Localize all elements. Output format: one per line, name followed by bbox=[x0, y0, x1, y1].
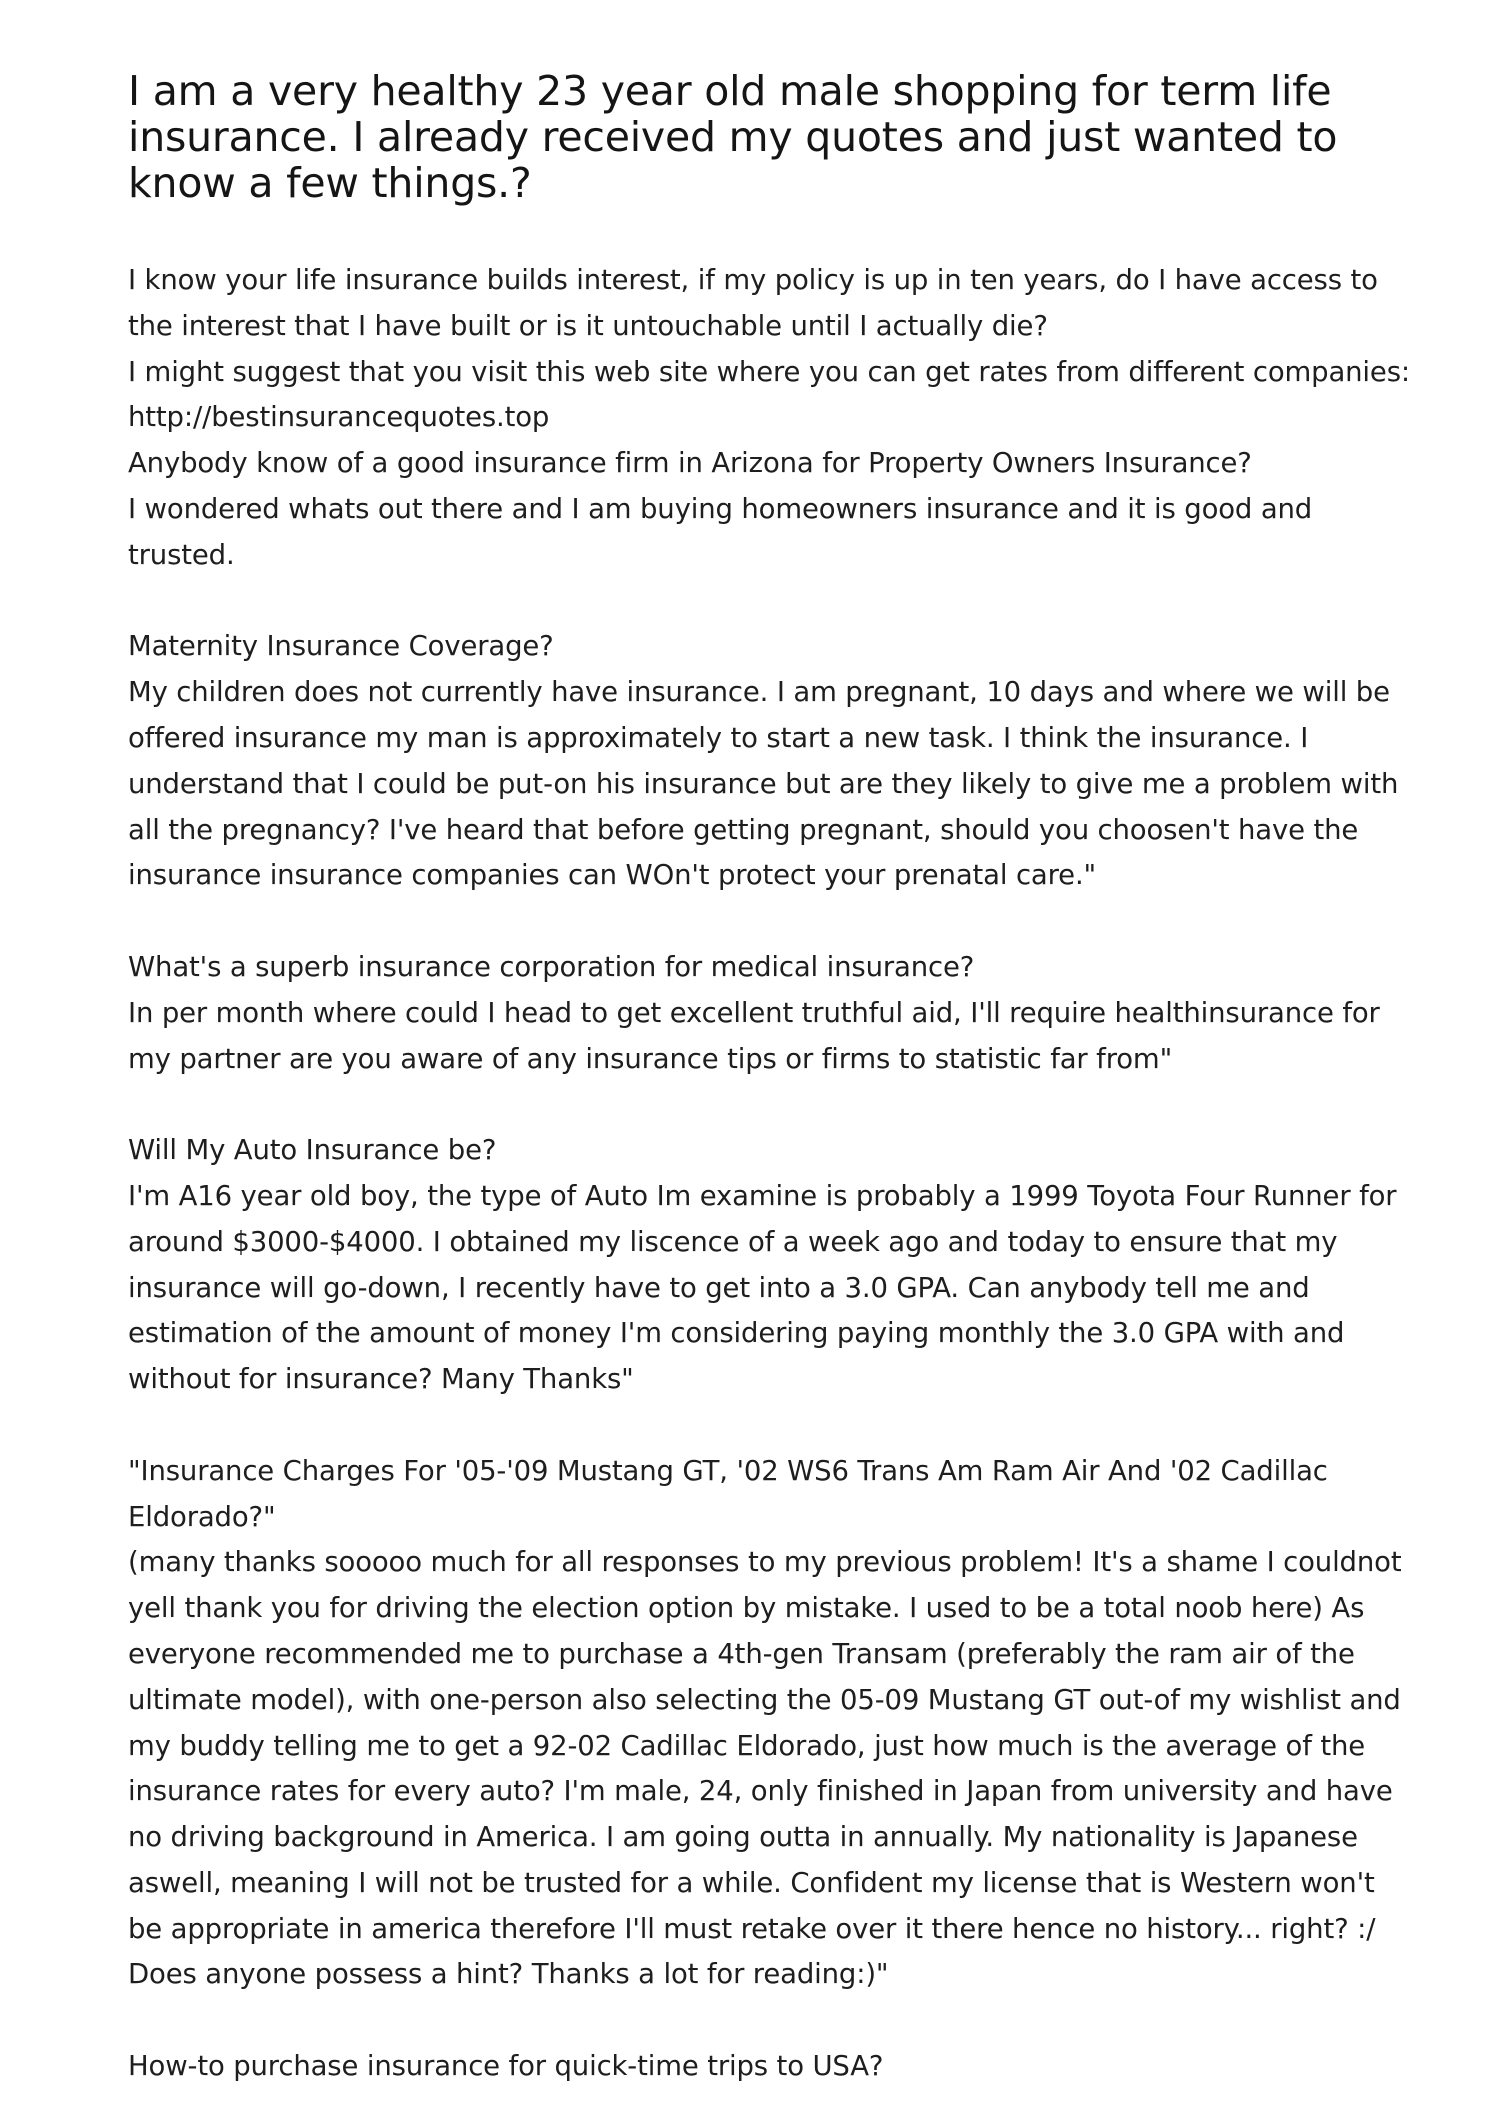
text-line: Does anyone possess a hint? Thanks a lot for reading:)" bbox=[128, 1958, 889, 1991]
title-line: know a few things.? bbox=[128, 159, 532, 207]
text-line: no driving background in America. I am going outta in annually. My nationality is Japanese bbox=[128, 1821, 1358, 1854]
paragraph-life-insurance-interest bbox=[128, 258, 1410, 579]
text-line: insurance rates for every auto? I'm male, 24, only finished in Japan from university and have bbox=[128, 1775, 1393, 1808]
text-line: offered insurance my man is approximately to start a new task. I think the insurance. I bbox=[128, 721, 1309, 754]
text-line: I wondered whats out there and I am buying homeowners insurance and it is good and bbox=[128, 492, 1313, 525]
article-body bbox=[128, 258, 1410, 2090]
text-line: estimation of the amount of money I'm considering paying monthly the 3.0 GPA with and bbox=[128, 1317, 1345, 1350]
text-line: How-to purchase insurance for quick-time trips to USA? bbox=[128, 2050, 884, 2083]
text-line: What's a superb insurance corporation for medical insurance? bbox=[128, 950, 975, 983]
text-line: insurance will go-down, I recently have to get into a 3.0 GPA. Can anybody tell me and bbox=[128, 1271, 1310, 1304]
text-line: My children does not currently have insurance. I am pregnant, 10 days and where we will be bbox=[128, 676, 1390, 709]
text-line: I'm A16 year old boy, the type of Auto Im examine is probably a 1999 Toyota Four Runner for bbox=[128, 1179, 1397, 1212]
text-line: I might suggest that you visit this web site where you can get rates from different companies: bbox=[128, 355, 1410, 388]
paragraph-gap bbox=[128, 579, 1398, 625]
text-line: my partner are you aware of any insurance tips or firms to statistic far from" bbox=[128, 1042, 1173, 1075]
paragraph-mustang-transam bbox=[128, 1449, 1402, 1999]
title-line: I am a very healthy 23 year old male shopping for term life bbox=[128, 67, 1332, 115]
paragraph-gap bbox=[128, 1403, 1398, 1449]
text-line: without for insurance? Many Thanks" bbox=[128, 1363, 634, 1396]
paragraph-gap bbox=[128, 1998, 1398, 2044]
text-line: I know your life insurance builds interest, if my policy is up in ten years, do I have access to bbox=[128, 264, 1378, 296]
text-line: insurance insurance companies can WOn't protect your prenatal care." bbox=[128, 859, 1097, 892]
text-line: ultimate model), with one-person also selecting the 05-09 Mustang GT out-of my wishlist and bbox=[128, 1683, 1401, 1716]
text-line: understand that I could be put-on his insurance but are they likely to give me a problem with bbox=[128, 767, 1399, 800]
text-line: aswell, meaning I will not be trusted for a while. Confident my license that is Western won't bbox=[128, 1866, 1375, 1899]
paragraph-medical-insurance bbox=[128, 945, 1398, 1082]
title-line: insurance. I already received my quotes and just wanted to bbox=[128, 113, 1338, 161]
text-line: http://bestinsurancequotes.top bbox=[128, 401, 550, 434]
text-line: the interest that I have built or is it untouchable until I actually die? bbox=[128, 309, 1048, 342]
paragraph-gap bbox=[128, 899, 1398, 945]
text-line: trusted. bbox=[128, 538, 235, 571]
text-line: Will My Auto Insurance be? bbox=[128, 1134, 497, 1167]
text-line: Eldorado?" bbox=[128, 1500, 276, 1533]
text-line: Anybody know of a good insurance firm in Arizona for Property Owners Insurance? bbox=[128, 447, 1252, 480]
paragraph-short-trips-usa bbox=[128, 2044, 1398, 2090]
text-line: be appropriate in america therefore I'll must retake over it there hence no history... right? :/ bbox=[128, 1912, 1376, 1945]
text-line: around $3000-$4000. I obtained my liscence of a week ago and today to ensure that my bbox=[128, 1225, 1338, 1258]
paragraph-auto-insurance bbox=[128, 1128, 1398, 1403]
text-line: my buddy telling me to get a 92-02 Cadillac Eldorado, just how much is the average of the bbox=[128, 1729, 1366, 1762]
text-line: In per month where could I head to get excellent truthful aid, I'll require healthinsurance for bbox=[128, 996, 1380, 1029]
page-title bbox=[128, 68, 1398, 206]
text-line: everyone recommended me to purchase a 4th-gen Transam (preferably the ram air of the bbox=[128, 1637, 1355, 1670]
text-line: (many thanks sooooo much for all responses to my previous problem! It's a shame I couldnot bbox=[128, 1546, 1402, 1579]
paragraph-gap bbox=[128, 1082, 1398, 1128]
text-line: yell thank you for driving the election option by mistake. I used to be a total noob here) As bbox=[128, 1592, 1365, 1625]
paragraph-maternity-coverage bbox=[128, 624, 1398, 899]
text-line: all the pregnancy? I've heard that before getting pregnant, should you choosen't have the bbox=[128, 813, 1359, 846]
text-line: "Insurance Charges For '05-'09 Mustang GT, '02 WS6 Trans Am Ram Air And '02 Cadillac bbox=[128, 1454, 1328, 1487]
text-line: Maternity Insurance Coverage? bbox=[128, 630, 554, 663]
